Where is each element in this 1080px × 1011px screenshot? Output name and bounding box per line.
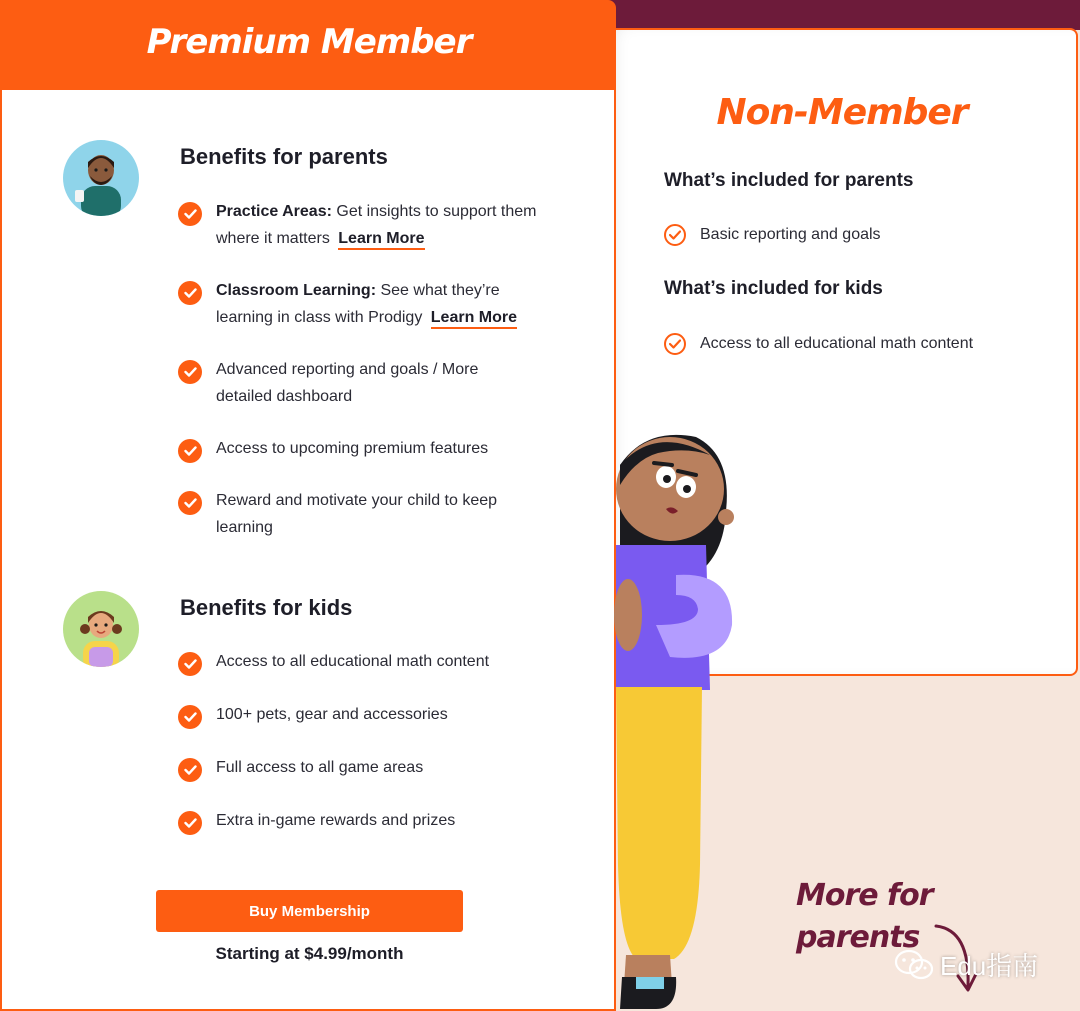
check-circle-icon — [178, 811, 202, 835]
wechat-icon — [894, 949, 934, 981]
check-circle-icon — [178, 491, 202, 515]
list-item — [178, 491, 538, 541]
buy-membership-button[interactable]: Buy Membership — [156, 890, 463, 932]
character-illustration — [606, 425, 746, 1011]
watermark — [894, 946, 1038, 983]
check-circle-icon — [178, 281, 202, 305]
premium-header — [2, 0, 616, 90]
list-item-text: Access to upcoming premium features — [216, 440, 489, 457]
more-line-2: parents — [796, 920, 920, 955]
check-circle-icon — [178, 360, 202, 384]
non-member-title: Non-Member — [716, 92, 968, 133]
learn-more-link[interactable]: Learn More — [338, 230, 424, 250]
parents-benefits-heading: Benefits for parents — [180, 144, 388, 169]
nm-parents-item — [664, 224, 881, 246]
list-item-text: Extra in-game rewards and prizes — [216, 812, 456, 829]
list-item — [178, 758, 538, 782]
check-outline-icon — [664, 224, 686, 246]
premium-title: Premium Member — [146, 22, 472, 62]
item-bold-label: Practice Areas: — [216, 203, 332, 220]
list-item — [178, 652, 538, 676]
item-text: See what they’re learning in class with Prodigy — [216, 282, 500, 326]
nm-parents-heading: What’s included for parents — [664, 170, 914, 191]
item-bold-label: Classroom Learning: — [216, 282, 377, 299]
kid-avatar — [63, 591, 139, 667]
list-item — [178, 811, 538, 835]
list-item-text: Access to all educational math content — [216, 653, 490, 670]
more-line-1: More for — [796, 878, 933, 913]
nm-kids-heading: What’s included for kids — [664, 278, 883, 299]
list-item — [178, 705, 538, 729]
check-circle-icon — [178, 202, 202, 226]
list-item-text: Reward and motivate your child to keep learning — [216, 492, 498, 536]
list-item-text — [216, 199, 538, 252]
parent-avatar — [63, 140, 139, 216]
list-item-text: Advanced reporting and goals / More detailed dashboard — [216, 361, 479, 405]
kids-benefits-heading: Benefits for kids — [180, 595, 353, 620]
check-outline-icon — [664, 333, 686, 355]
price-text: Starting at $4.99/month — [215, 944, 404, 963]
nm-kids-item-text: Access to all educational math content — [700, 335, 974, 352]
list-item-text — [216, 278, 538, 331]
check-circle-icon — [178, 439, 202, 463]
check-circle-icon — [178, 705, 202, 729]
nm-parents-item-text: Basic reporting and goals — [700, 226, 881, 243]
item-text: Get insights to support them where it matters — [216, 203, 537, 247]
watermark-text: Edu指南 — [940, 951, 1039, 981]
learn-more-link[interactable]: Learn More — [431, 309, 517, 329]
check-circle-icon — [178, 758, 202, 782]
nm-kids-item — [664, 333, 973, 355]
check-circle-icon — [178, 652, 202, 676]
list-item-text: 100+ pets, gear and accessories — [216, 706, 448, 723]
list-item — [178, 202, 538, 252]
list-item-text: Full access to all game areas — [216, 759, 424, 776]
list-item — [178, 439, 538, 463]
list-item — [178, 281, 538, 331]
list-item — [178, 360, 538, 410]
